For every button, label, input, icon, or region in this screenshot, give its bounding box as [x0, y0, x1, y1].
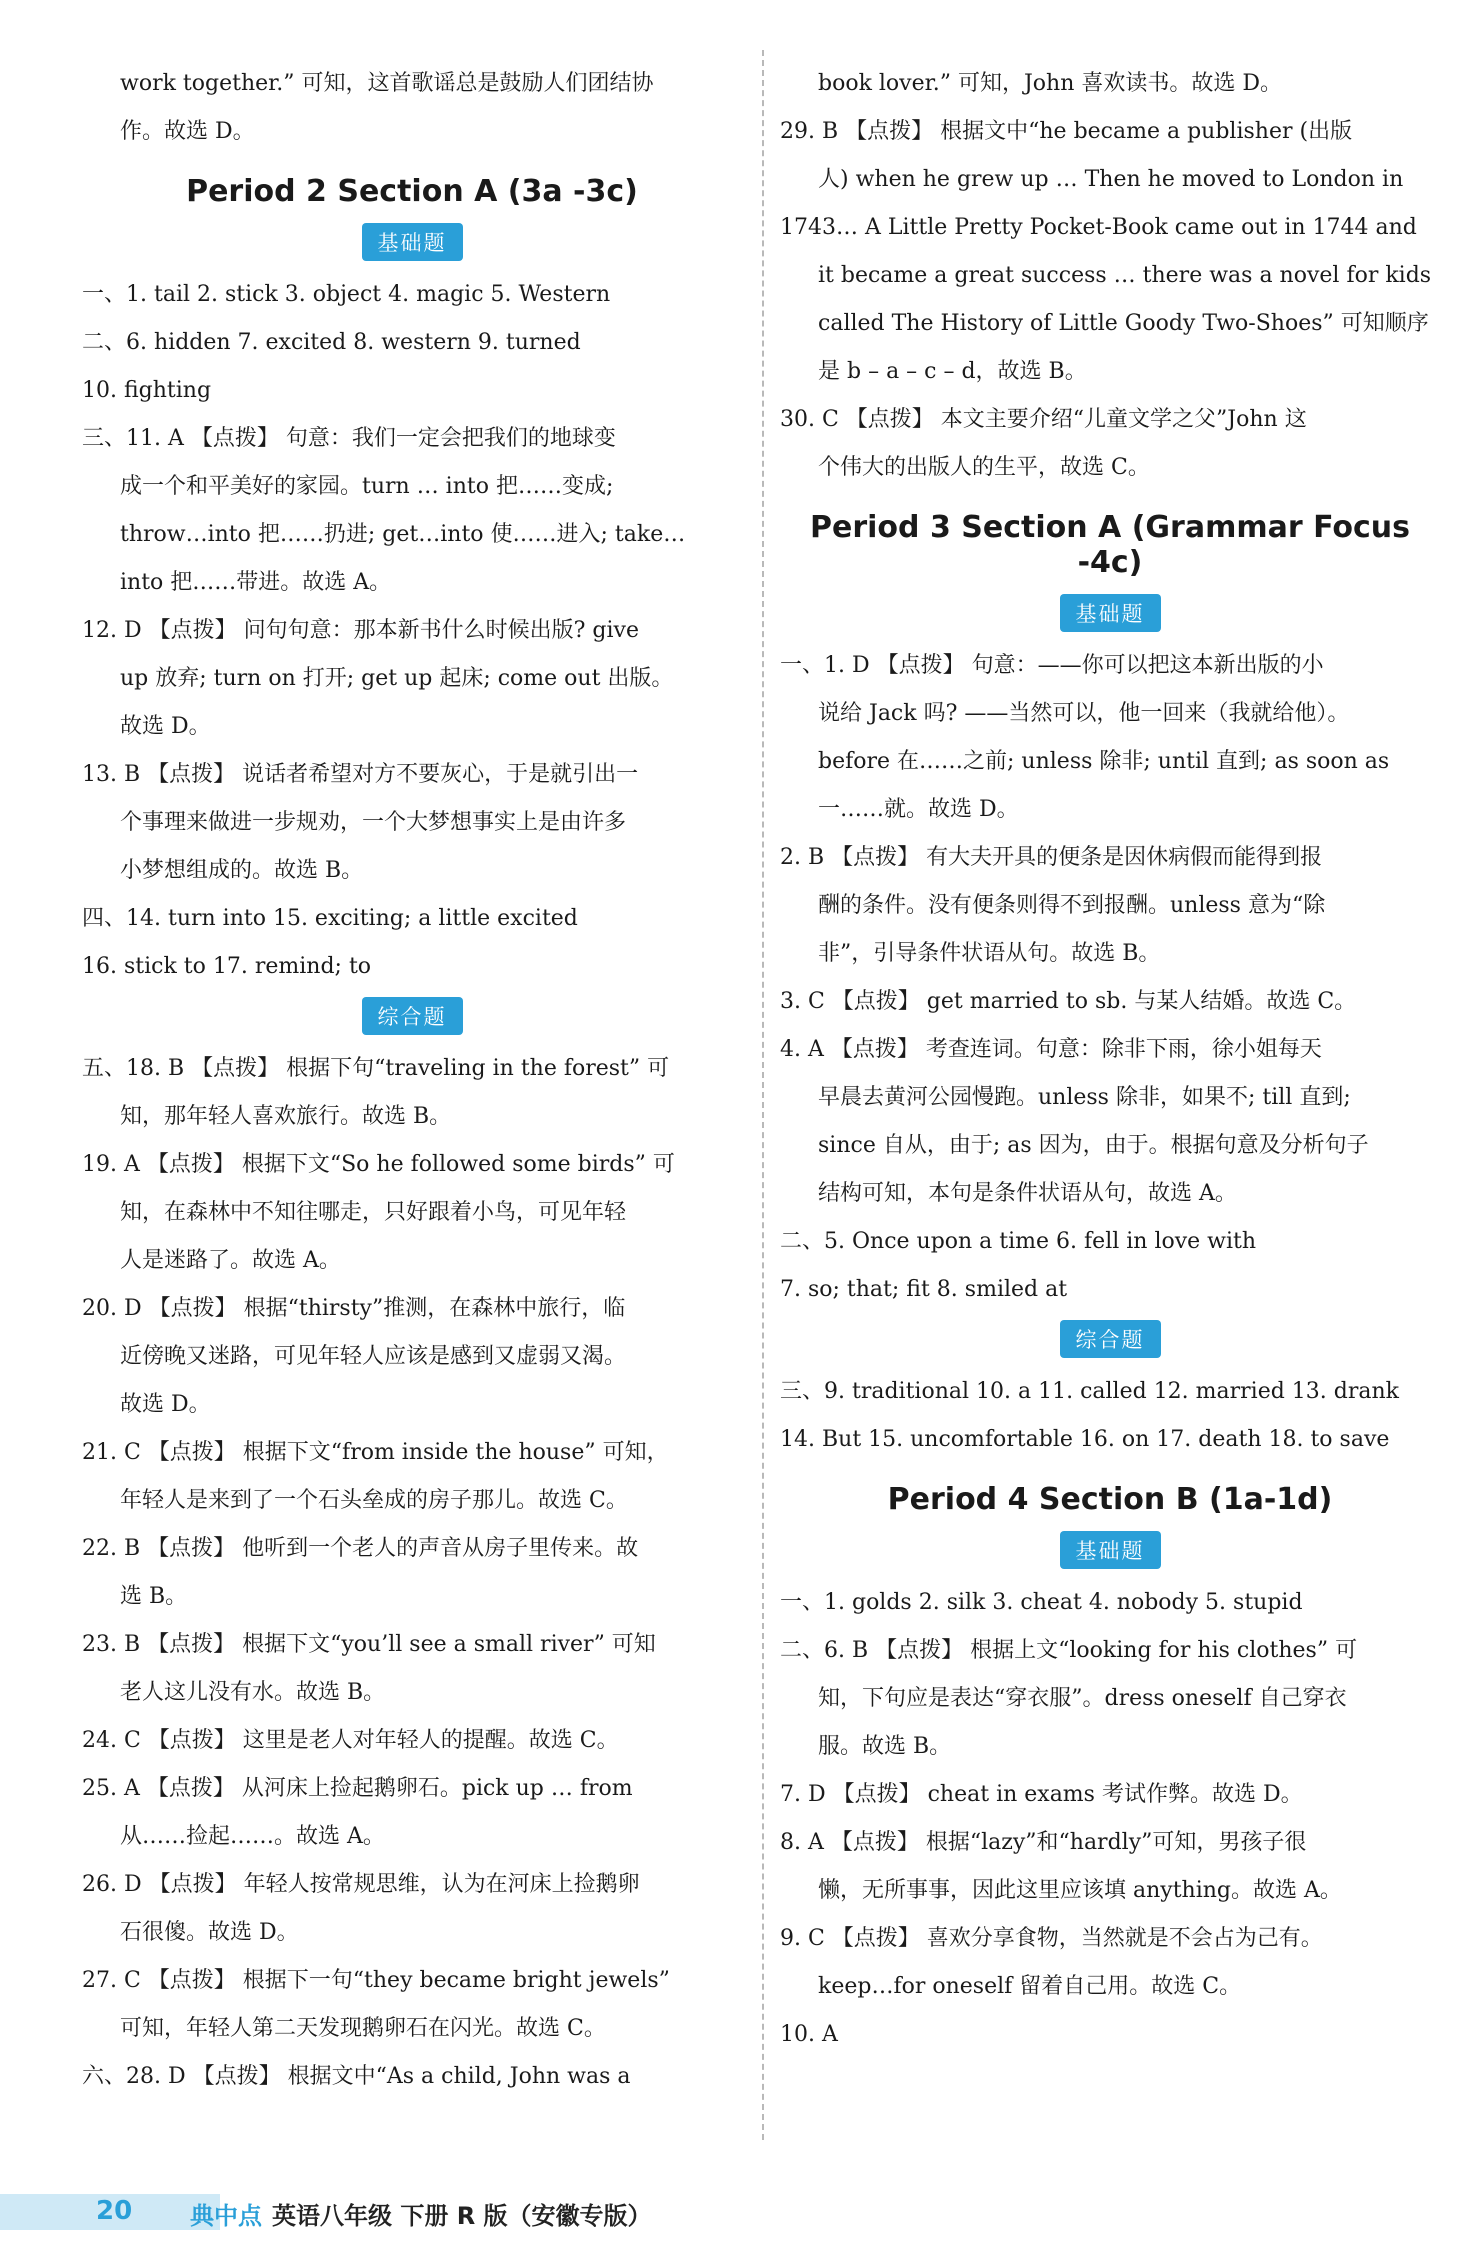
- answer-line: 小梦想组成的。故选 B。: [120, 858, 364, 883]
- left-column: [82, 60, 742, 2101]
- answer-list: [82, 271, 742, 991]
- answer-line: since 自从，由于; as 因为，由于。根据句意及分析句子: [818, 1133, 1369, 1158]
- answer-line: 13. B 【点拨】 说话者希望对方不要灰心，于是就引出一: [82, 762, 639, 787]
- answer-line: 27. C 【点拨】 根据下一句“they became bright jewels”: [82, 1968, 670, 1993]
- answer-line: 23. B 【点拨】 根据下文“you’ll see a small river” 可知: [82, 1632, 656, 1657]
- answer-line: 2. B 【点拨】 有大夫开具的便条是因休病假而能得到报: [780, 845, 1323, 870]
- answer-line: 石很傻。故选 D。: [120, 1920, 299, 1945]
- answer-line: 四、14. turn into 15. exciting; a little excited: [82, 906, 578, 931]
- answer-line: 一、1. golds 2. silk 3. cheat 4. nobody 5. stupid: [780, 1590, 1303, 1615]
- answer-line: 10. fighting: [82, 378, 212, 403]
- answer-line: 1743… A Little Pretty Pocket-Book came out in 1744 and: [780, 215, 1417, 240]
- answer-line: 14. But 15. uncomfortable 16. on 17. death 18. to save: [780, 1427, 1390, 1452]
- answer-list: [780, 1579, 1440, 2059]
- text-line: work together.” 可知，这首歌谣总是鼓励人们团结协: [120, 71, 654, 96]
- answer-line: 知，那年轻人喜欢旅行。故选 B。: [120, 1104, 452, 1129]
- answer-line: 六、28. D 【点拨】 根据文中“As a child, John was a: [82, 2064, 631, 2089]
- answer-line: 从……捡起……。故选 A。: [120, 1824, 385, 1849]
- section-title: Period 3 Section A (Grammar Focus -4c): [810, 510, 1410, 580]
- answer-line: 8. A 【点拨】 根据“lazy”和“hardly”可知，男孩子很: [780, 1830, 1307, 1855]
- answer-line: 结构可知，本句是条件状语从句，故选 A。: [818, 1181, 1237, 1206]
- answer-line: 三、11. A 【点拨】 句意：我们一定会把我们的地球变: [82, 426, 616, 451]
- answer-line: 年轻人是来到了一个石头垒成的房子那儿。故选 C。: [120, 1488, 628, 1513]
- answer-line: 二、6. B 【点拨】 根据上文“looking for his clothes” 可: [780, 1638, 1358, 1663]
- answer-line: 26. D 【点拨】 年轻人按常规思维，认为在河床上捡鹅卵: [82, 1872, 640, 1897]
- answer-line: 故选 D。: [120, 714, 211, 739]
- answer-line: it became a great success … there was a novel for kids: [818, 263, 1432, 288]
- answer-line: 非”，引导条件状语从句。故选 B。: [818, 941, 1161, 966]
- answer-line: 二、6. hidden 7. excited 8. western 9. turned: [82, 330, 581, 355]
- comprehensive-badge: 综合题: [1060, 1320, 1161, 1358]
- answer-line: 10. A: [780, 2022, 838, 2047]
- answer-line: 3. C 【点拨】 get married to sb. 与某人结婚。故选 C。: [780, 989, 1357, 1014]
- answer-line: 早晨去黄河公园慢跑。unless 除非，如果不; till 直到;: [818, 1085, 1351, 1110]
- answer-line: 25. A 【点拨】 从河床上捡起鹅卵石。pick up … from: [82, 1776, 633, 1801]
- page-footer: [0, 2180, 1464, 2240]
- column-divider: [762, 50, 764, 2140]
- answer-line: 知，下句应是表达“穿衣服”。dress oneself 自己穿衣: [818, 1686, 1347, 1711]
- answer-line: 个事理来做进一步规劝，一个大梦想事实上是由许多: [120, 810, 627, 835]
- basic-badge: 基础题: [362, 223, 463, 261]
- answer-line: 是 b – a – c – d，故选 B。: [818, 359, 1087, 384]
- answer-line: 懒，无所事事，因此这里应该填 anything。故选 A。: [818, 1878, 1342, 1903]
- answer-line: 29. B 【点拨】 根据文中“he became a publisher (出版: [780, 119, 1353, 144]
- answer-list: [82, 1045, 742, 2101]
- answer-line: 一、1. tail 2. stick 3. object 4. magic 5. Western: [82, 282, 611, 307]
- answer-line: 二、5. Once upon a time 6. fell in love with: [780, 1229, 1257, 1254]
- answer-line: 可知，年轻人第二天发现鹅卵石在闪光。故选 C。: [120, 2016, 606, 2041]
- answer-line: 人是迷路了。故选 A。: [120, 1248, 341, 1273]
- basic-badge: 基础题: [1060, 1531, 1161, 1569]
- answer-line: 选 B。: [120, 1584, 188, 1609]
- answer-line: 一……就。故选 D。: [818, 797, 1019, 822]
- answer-line: 16. stick to 17. remind; to: [82, 954, 372, 979]
- answer-line: throw…into 把……扔进; get…into 使……进入; take…: [120, 522, 686, 547]
- footer-text: [190, 2196, 652, 2231]
- answer-line: 说给 Jack 吗? ——当然可以，他一回来（我就给他）。: [818, 701, 1350, 726]
- answer-line: 酬的条件。没有便条则得不到报酬。unless 意为“除: [818, 893, 1326, 918]
- page-number: 20: [96, 2196, 133, 2226]
- text-line: book lover.” 可知，John 喜欢读书。故选 D。: [818, 71, 1282, 96]
- basic-badge: 基础题: [1060, 594, 1161, 632]
- answer-list: [780, 642, 1440, 1314]
- book-title: 英语八年级 下册 R 版（安徽专版）: [272, 2202, 652, 2230]
- answer-line: 7. so; that; fit 8. smiled at: [780, 1277, 1068, 1302]
- answer-list: [780, 1368, 1440, 1464]
- answer-line: called The History of Little Goody Two-Shoes” 可知顺序: [818, 311, 1429, 336]
- answer-line: into 把……带进。故选 A。: [120, 570, 392, 595]
- answer-line: 一、1. D 【点拨】 句意：——你可以把这本新出版的小: [780, 653, 1324, 678]
- answer-line: 知，在森林中不知往哪走，只好跟着小鸟，可见年轻: [120, 1200, 627, 1225]
- answer-line: 12. D 【点拨】 问句句意：那本新书什么时候出版? give: [82, 618, 639, 643]
- answer-line: up 放弃; turn on 打开; get up 起床; come out 出版。: [120, 666, 674, 691]
- answer-line: 故选 D。: [120, 1392, 211, 1417]
- answer-line: 20. D 【点拨】 根据“thirsty”推测，在森林中旅行，临: [82, 1296, 626, 1321]
- text-line: 作。故选 D。: [120, 119, 255, 144]
- answer-line: 22. B 【点拨】 他听到一个老人的声音从房子里传来。故: [82, 1536, 639, 1561]
- answer-line: 24. C 【点拨】 这里是老人对年轻人的提醒。故选 C。: [82, 1728, 619, 1753]
- answer-line: keep…for oneself 留着自己用。故选 C。: [818, 1974, 1242, 1999]
- answer-line: 五、18. B 【点拨】 根据下句“traveling in the forest” 可: [82, 1056, 670, 1081]
- answer-line: 个伟大的出版人的生平，故选 C。: [818, 455, 1150, 480]
- answer-line: 人) when he grew up … Then he moved to London in: [818, 167, 1404, 192]
- right-column: [780, 60, 1440, 2059]
- answer-line: 服。故选 B。: [818, 1734, 952, 1759]
- publisher-logo: 典中点: [190, 2202, 262, 2230]
- answer-line: 7. D 【点拨】 cheat in exams 考试作弊。故选 D。: [780, 1782, 1303, 1807]
- answer-line: 老人这儿没有水。故选 B。: [120, 1680, 386, 1705]
- answer-line: 4. A 【点拨】 考查连词。句意：除非下雨，徐小姐每天: [780, 1037, 1322, 1062]
- answer-line: 9. C 【点拨】 喜欢分享食物，当然就是不会占为己有。: [780, 1926, 1323, 1951]
- answer-line: 近傍晚又迷路，可见年轻人应该是感到又虚弱又渴。: [120, 1344, 627, 1369]
- answer-line: 19. A 【点拨】 根据下文“So he followed some birds” 可: [82, 1152, 675, 1177]
- answer-list: [780, 108, 1440, 492]
- answer-line: 21. C 【点拨】 根据下文“from inside the house” 可知，: [82, 1440, 669, 1465]
- section-title: Period 2 Section A (3a -3c): [186, 174, 638, 209]
- answer-line: before 在……之前; unless 除非; until 直到; as soon as: [818, 749, 1390, 774]
- section-title: Period 4 Section B (1a-1d): [887, 1482, 1333, 1517]
- answer-line: 30. C 【点拨】 本文主要介绍“儿童文学之父”John 这: [780, 407, 1307, 432]
- answer-line: 成一个和平美好的家园。turn … into 把……变成;: [120, 474, 614, 499]
- answer-line: 三、9. traditional 10. a 11. called 12. married 13. drank: [780, 1379, 1400, 1404]
- comprehensive-badge: 综合题: [362, 997, 463, 1035]
